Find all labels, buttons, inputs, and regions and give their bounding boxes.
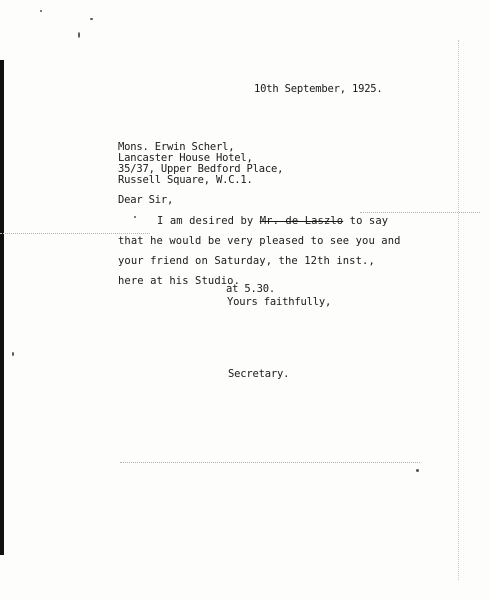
scan-speck [416,469,419,472]
body-line-2: that he would be very pleased to see you and [118,235,401,247]
scan-artifact-line [120,462,420,463]
signature-title: Secretary. [228,368,290,380]
scan-speck [40,10,42,12]
body-line-1 [157,215,388,227]
time-insertion: at 5.30. [226,283,275,295]
recipient-name: Mons. Erwin Scherl, [118,141,235,153]
recipient-street: 35/37, Upper Bedford Place, [118,163,284,175]
body-line-3: your friend on Saturday, the 12th inst., [118,255,375,267]
scan-speck [90,18,93,20]
recipient-hotel: Lancaster House Hotel, [118,152,253,164]
scan-speck [134,216,136,218]
scan-edge-shadow [0,60,4,555]
body-line-1-end: to say [343,215,389,227]
closing: Yours faithfully, [227,296,332,308]
letter-date: 10th September, 1925. [254,83,383,95]
scan-speck [12,352,14,356]
scan-speck [78,32,80,38]
recipient-district: Russell Square, W.C.1. [118,174,253,186]
scan-artifact-line [360,212,480,213]
salutation: Dear Sir, [118,194,174,206]
scan-artifact-dots [458,40,459,580]
body-line-4: here at his Studio. [118,275,241,287]
struck-name: Mr. de Laszlo [259,215,344,227]
scan-artifact-line [0,233,150,234]
body-line-1-start: I am desired by [157,215,260,227]
